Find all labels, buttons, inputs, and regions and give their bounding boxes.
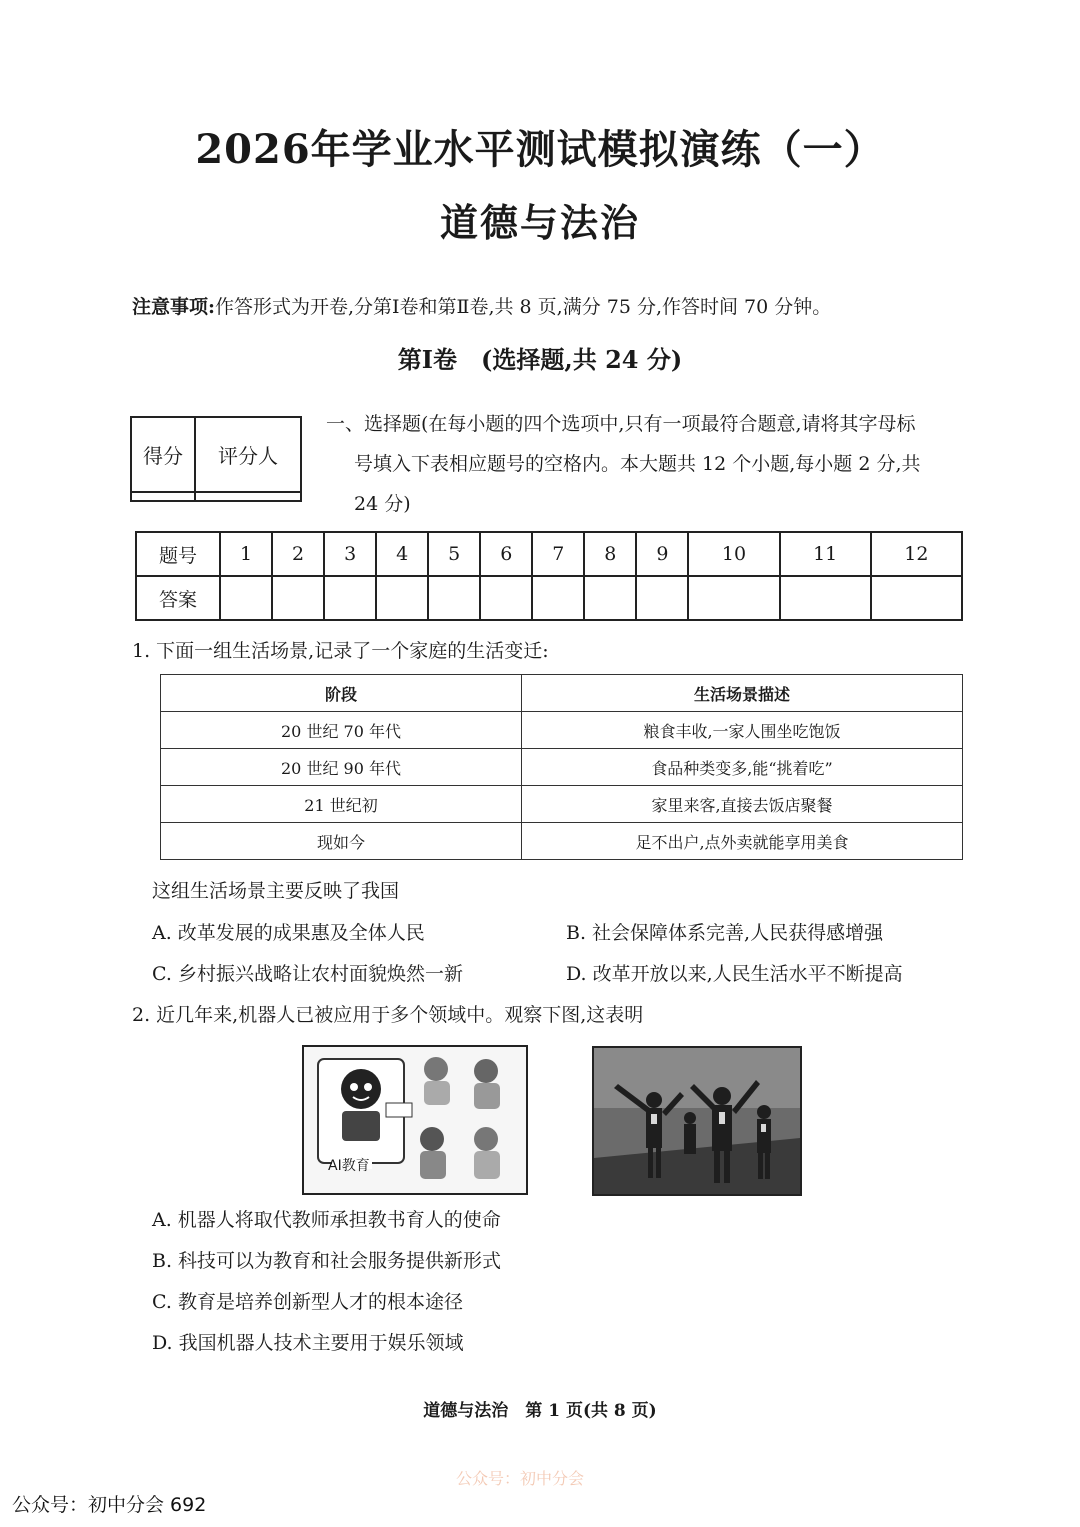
answer-row [136,576,962,620]
answer-cell[interactable] [636,576,688,620]
scene-cell: 粮食丰收,一家人围坐吃饱饭 [522,712,963,749]
stage-cell: 21 世纪初 [161,786,522,823]
ai-education-image [302,1045,528,1195]
robot-performance-photo [592,1046,802,1196]
q2-option-c[interactable]: C. 教育是培养创新型人才的根本途径 [152,1291,463,1313]
score-cell[interactable] [131,492,195,501]
question-number: 10 [688,532,779,576]
stage-header: 阶段 [161,675,522,712]
answer-table [135,531,963,621]
answer-cell[interactable] [780,576,871,620]
answer-number-row [136,532,962,576]
score-box [130,416,302,502]
q2-option-d[interactable]: D. 我国机器人技术主要用于娱乐领域 [152,1332,464,1354]
answer-cell[interactable] [532,576,584,620]
subject-title: 道德与法治 [439,200,640,245]
question-number: 9 [636,532,688,576]
notice [132,292,831,319]
grader-cell[interactable] [195,492,301,501]
question-number: 5 [428,532,480,576]
q1-option-d[interactable]: D. 改革开放以来,人民生活水平不断提高 [566,963,903,985]
question-number: 2 [272,532,324,576]
question-number: 3 [324,532,376,576]
section-line-2: 号填入下表相应题号的空格内。本大题共 12 个小题,每小题 2 分,共 [354,453,921,475]
answer-cell[interactable] [871,576,962,620]
question-number: 7 [532,532,584,576]
watermark: 公众号：初中分会 [456,1469,585,1488]
q2-option-b[interactable]: B. 科技可以为教育和社会服务提供新形式 [152,1250,502,1272]
answer-cell[interactable] [480,576,532,620]
table-header-row [161,675,963,712]
q2-option-a[interactable]: A. 机器人将取代教师承担教书育人的使命 [152,1209,501,1231]
table-row [161,823,963,860]
notice-label: 注意事项: [132,296,216,318]
question-number: 6 [480,532,532,576]
answer-cell[interactable] [584,576,636,620]
question-number: 8 [584,532,636,576]
q1-option-a[interactable]: A. 改革发展的成果惠及全体人民 [152,922,425,944]
scene-cell: 足不出户,点外卖就能享用美食 [522,823,963,860]
q1-option-c[interactable]: C. 乡村振兴战略让农村面貌焕然一新 [152,963,463,985]
scene-cell: 家里来客,直接去饭店聚餐 [522,786,963,823]
question-2-stem: 2. 近几年来,机器人已被应用于多个领域中。观察下图,这表明 [132,1004,644,1026]
page-footer: 道德与法治 第 1 页(共 8 页) [423,1401,657,1421]
answer-cell[interactable] [428,576,480,620]
question-1-stem: 1. 下面一组生活场景,记录了一个家庭的生活变迁: [132,640,549,662]
table-row [161,749,963,786]
scene-header: 生活场景描述 [522,675,963,712]
table-row [161,712,963,749]
question-number: 1 [220,532,272,576]
part-title: 第Ⅰ卷 (选择题,共 24 分) [397,345,683,374]
exam-title: 2026年学业水平测试模拟演练（一） [195,126,885,173]
answer-cell[interactable] [688,576,779,620]
ai-education-caption: AI教育 [328,1158,370,1174]
question-number: 12 [871,532,962,576]
table-row [161,786,963,823]
section-line-1: 一、选择题(在每小题的四个选项中,只有一项最符合题意,请将其字母标 [326,413,916,435]
answer-cell[interactable] [220,576,272,620]
answer-cell[interactable] [324,576,376,620]
scene-cell: 食品种类变多,能“挑着吃” [522,749,963,786]
stage-cell: 20 世纪 90 年代 [161,749,522,786]
notice-text: 作答形式为开卷,分第Ⅰ卷和第Ⅱ卷,共 8 页,满分 75 分,作答时间 70 分钟。 [215,296,832,318]
score-label: 得分 [131,417,195,492]
answer-cell[interactable] [272,576,324,620]
question-1-prompt: 这组生活场景主要反映了我国 [152,880,400,902]
robot-dance-picture [594,1048,800,1194]
section-instructions [326,404,976,524]
q1-option-b[interactable]: B. 社会保障体系完善,人民获得感增强 [566,922,884,944]
stage-cell: 20 世纪 70 年代 [161,712,522,749]
source-label: 公众号：初中分会 692 [12,1494,207,1516]
answer-cell[interactable] [376,576,428,620]
question-number-label: 题号 [136,532,220,576]
question-number: 11 [780,532,871,576]
stage-cell: 现如今 [161,823,522,860]
question-number: 4 [376,532,428,576]
life-change-table [160,674,963,860]
grader-label: 评分人 [195,417,301,492]
answer-label: 答案 [136,576,220,620]
section-line-3: 24 分) [354,493,411,515]
